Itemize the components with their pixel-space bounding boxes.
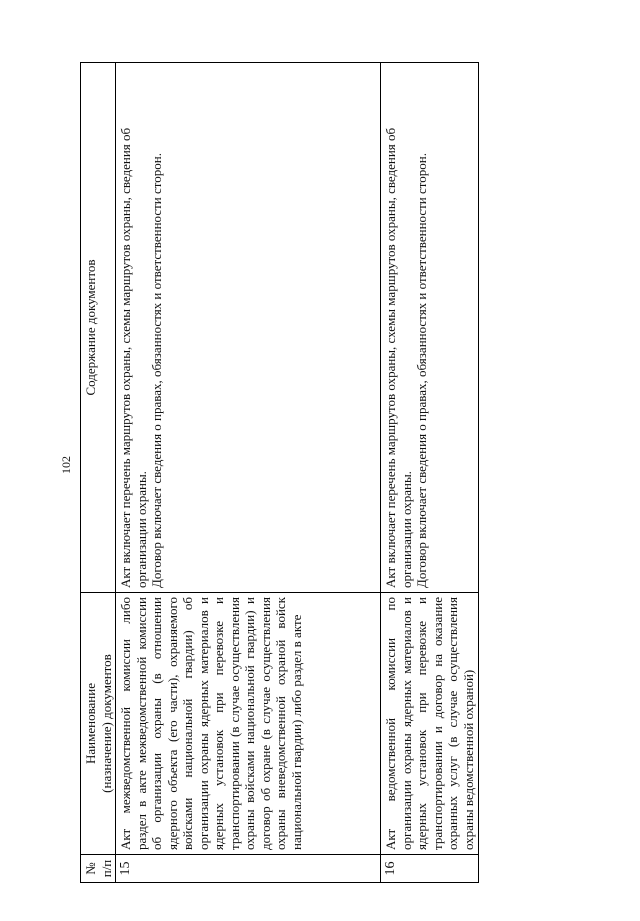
rotated-document-table: [80, 63, 525, 883]
content-paragraph: Договор включает сведения о правах, обязанностях и ответственности сторон.: [149, 153, 164, 588]
content-paragraph: Акт включает перечень маршрутов охраны, схемы маршрутов охраны, сведения об организации охраны.: [118, 127, 149, 588]
row-document-content: [116, 63, 381, 593]
header-name: Наименование (назначение) документов: [81, 593, 116, 855]
row-number: 16: [381, 855, 479, 883]
header-content: Содержание документов: [81, 63, 116, 593]
table-row: [116, 63, 381, 883]
table-row: [381, 63, 479, 883]
table-header-row: [81, 63, 116, 883]
row-document-name: Акт межведомственной комиссии либо раздел в акте межведомственной комиссии об организации охраны (в отношении ядерного объекта (его части), охраняемого войсками национальной гвардии) об организации охраны ядерных материалов и ядерных установок при перевозке и транспортировании (в случае осуществления охраны войсками национальной гвардии) и договор об охране (в случае осуществления охраны вневедомственной охраной войск национальной гвардии) либо раздел в акте: [116, 593, 381, 855]
row-number: 15: [116, 855, 381, 883]
row-document-name: Акт ведомственной комиссии по организации охраны ядерных материалов и ядерных установок при перевозке и транспортировании и договор на оказание охранных услуг (в случае осуществления охраны ведомственной охраной): [381, 593, 479, 855]
row-document-content: [381, 63, 479, 593]
page-number: 102: [59, 456, 73, 474]
header-number: № п/п: [81, 855, 116, 883]
content-paragraph: Договор включает сведения о правах, обязанностях и ответственности сторон.: [414, 153, 429, 588]
content-paragraph: Акт включает перечень маршрутов охраны, схемы маршрутов охраны, сведения об организации охраны.: [383, 127, 414, 588]
documents-table: [80, 62, 479, 883]
